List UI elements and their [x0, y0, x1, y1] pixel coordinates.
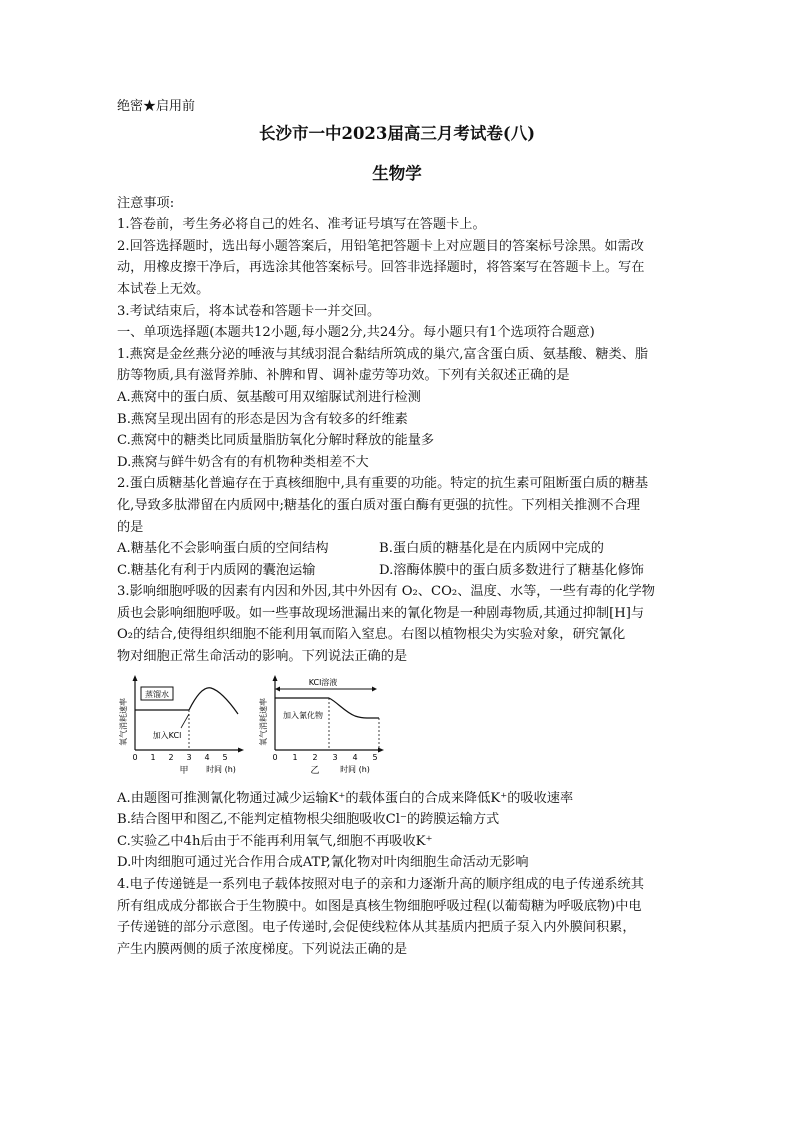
question-2-line-1: 2.蛋白质糖基化普遍存在于真核细胞中,具有重要的功能。特定的抗生素可阻断蛋白质的糖基: [117, 476, 649, 492]
question-1-option-b: B.燕窝呈现出固有的形态是因为含有较多的纤维素: [117, 411, 408, 427]
question-3-line-2: 质也会影响细胞呼吸。如一些事故现场泄漏出来的氰化物是一种剧毒物质,其通过抑制[H]与: [117, 605, 645, 621]
question-4-line-1: 4.电子传递链是一系列电子载体按照对电子的亲和力逐渐升高的顺序组成的电子传递系统其: [117, 877, 644, 893]
jia-rise-curve: [189, 687, 238, 713]
jia-annotation: 加入KCl: [152, 730, 182, 740]
question-3-figures: [117, 672, 677, 782]
question-4-line-3: 子传递链的部分示意图。电子传递时,会促使线粒体从其基质内把质子泵入内外膜间积累，: [117, 920, 636, 936]
yi-xlabel: 时间 (h): [340, 764, 370, 774]
yi-tick-0: 0: [272, 752, 278, 762]
section-heading: 一、单项选择题(本题共12小题,每小题2分,共24分。每小题只有1个选项符合题意): [117, 325, 595, 341]
notice-heading: 注意事项:: [117, 195, 175, 211]
question-1-line-1: 1.燕窝是金丝燕分泌的唾液与其绒羽混合黏结所筑成的巢穴,富含蛋白质、氨基酸、糖类、脂: [117, 346, 649, 362]
jia-xlabel: 时间 (h): [206, 764, 236, 774]
figure-jia: [117, 672, 247, 784]
question-2-option-a: A.糖基化不会影响蛋白质的空间结构: [117, 541, 329, 557]
jia-x-arrow: [238, 747, 244, 752]
yi-tick-3: 3: [332, 752, 338, 762]
question-2-option-c: C.糖基化有利于内质网的囊泡运输: [117, 562, 316, 578]
jia-tick-1: 1: [150, 752, 156, 762]
question-3-option-b: B.结合图甲和图乙,不能判定植物根尖细胞吸收Cl⁻的跨膜运输方式: [117, 812, 500, 828]
notice-item-2-line-3: 本试卷上无效。: [117, 281, 210, 297]
confidential-mark: 绝密★启用前: [117, 99, 196, 114]
question-1-option-a: A.燕窝中的蛋白质、氨基酸可用双缩脲试剂进行检测: [117, 389, 421, 405]
notice-item-3: 3.考试结束后，将本试卷和答题卡一并交回。: [117, 303, 381, 319]
jia-ylabel: 氧气消耗速率: [119, 697, 128, 746]
question-3-line-3: O₂的结合,使得组织细胞不能利用氧而陷入窒息。右图以植物根尖为实验对象，研究氰化: [117, 627, 626, 643]
question-1-line-2: 肪等物质,具有滋肾养肺、补脾和胃、调补虚劳等功效。下列有关叙述正确的是: [117, 368, 570, 384]
yi-ylabel: 氧气消耗速率: [259, 697, 268, 746]
question-2-option-b: B.蛋白质的糖基化是在内质网中完成的: [379, 541, 604, 557]
question-2-option-d: D.溶酶体膜中的蛋白质多数进行了糖基化修饰: [379, 562, 644, 578]
jia-annotation-pointer: [181, 714, 189, 728]
question-2-line-2: 化,导致多肽滞留在内质网中;糖基化的蛋白质对蛋白酶有更强的抗性。下列相关推测不合理: [117, 497, 640, 513]
question-4-line-4: 产生内膜两侧的质子浓度梯度。下列说法正确的是: [117, 941, 408, 957]
yi-tick-5: 5: [372, 752, 378, 762]
notice-item-2-line-2: 动，用橡皮擦干净后，再选涂其他答案标号。回答非选择题时，将答案写在答题卡上。写在: [117, 260, 645, 276]
yi-x-arrow: [378, 747, 384, 752]
question-2-line-3: 的是: [117, 519, 144, 535]
yi-caption: 乙: [310, 765, 320, 776]
jia-tick-0: 0: [132, 752, 138, 762]
yi-drop-curve: [329, 698, 379, 718]
yi-range-arrow-left: [275, 686, 280, 691]
exam-title: 长沙市一中2023届高三月考试卷(八): [258, 123, 536, 143]
jia-tick-2: 2: [168, 752, 174, 762]
notice-item-1: 1.答卷前，考生务必将自己的姓名、准考证号填写在答题卡上。: [117, 217, 486, 233]
jia-tick-5: 5: [222, 752, 228, 762]
jia-tick-4: 4: [204, 752, 210, 762]
subject-title: 生物学: [372, 163, 422, 183]
jia-tick-3: 3: [186, 752, 192, 762]
question-2-options-ab: [117, 538, 677, 560]
jia-caption: 甲: [179, 765, 189, 776]
figure-yi: [257, 672, 387, 784]
question-3-line-4: 物对细胞正常生命活动的影响。下列说法正确的是: [117, 649, 408, 665]
yi-range-arrow-right: [372, 686, 377, 691]
yi-tick-4: 4: [352, 752, 358, 762]
yi-y-arrow: [273, 675, 278, 681]
question-3-option-d: D.叶肉细胞可通过光合作用合成ATP,氰化物对叶肉细胞生命活动无影响: [117, 855, 529, 871]
question-1-option-c: C.燕窝中的糖类比同质量脂肪氧化分解时释放的能量多: [117, 433, 435, 449]
question-3-option-c: C.实验乙中4h后由于不能再利用氧气,细胞不再吸收K⁺: [117, 833, 433, 849]
question-2-options-cd: [117, 560, 677, 582]
page-content: [117, 96, 677, 960]
question-4-line-2: 所有组成成分都嵌合于生物膜中。如图是真核生物细胞呼吸过程(以葡萄糖为呼吸底物)中电: [117, 898, 642, 914]
yi-box-label: KCl溶液: [308, 677, 338, 687]
yi-tick-1: 1: [292, 752, 298, 762]
question-3-line-1: 3.影响细胞呼吸的因素有内因和外因,其中外因有 O₂、CO₂、温度、水等，一些有毒的化学物: [117, 584, 655, 600]
question-1-option-d: D.燕窝与鲜牛奶含有的有机物种类相差不大: [117, 454, 369, 470]
jia-y-arrow: [133, 675, 138, 681]
jia-box-label: 蒸馏水: [145, 689, 169, 699]
notice-item-2-line-1: 2.回答选择题时，选出每小题答案后，用铅笔把答题卡上对应题目的答案标号涂黑。如需改: [117, 238, 644, 254]
question-3-option-a: A.由题图可推测氰化物通过减少运输K⁺的载体蛋白的合成来降低K⁺的吸收速率: [117, 790, 574, 806]
yi-annotation: 加入氰化物: [283, 710, 323, 720]
yi-tick-2: 2: [312, 752, 318, 762]
